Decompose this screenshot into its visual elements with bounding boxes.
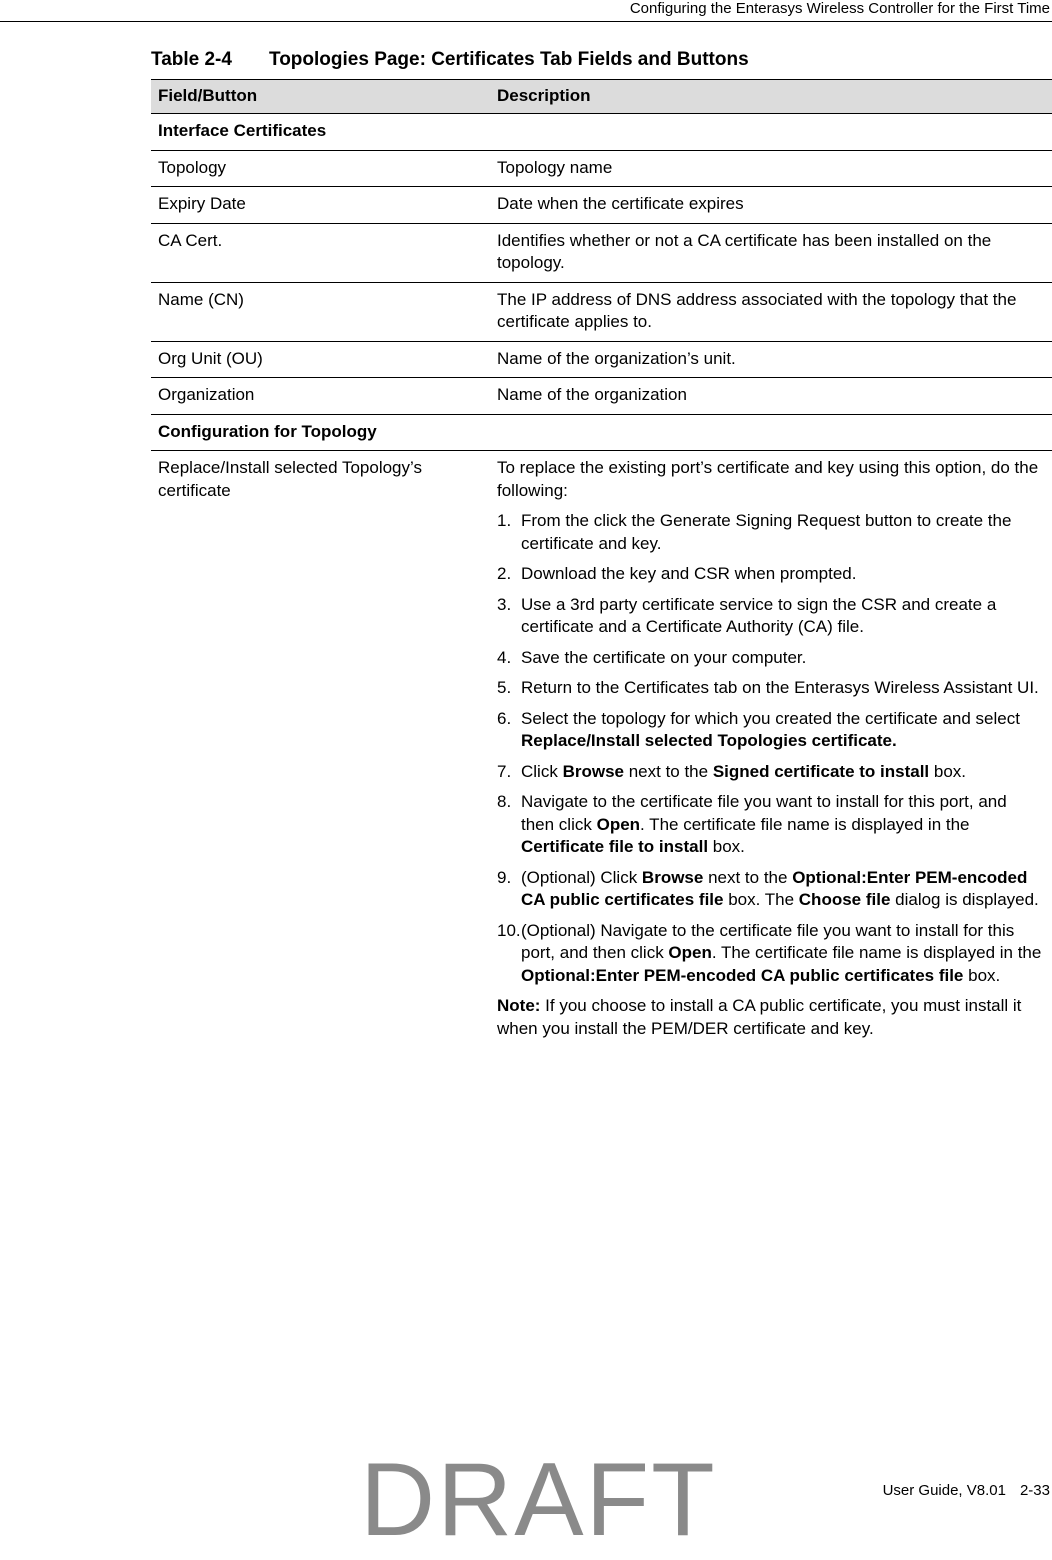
field-cell: Organization xyxy=(158,385,255,404)
column-header-field: Field/Button xyxy=(158,86,258,106)
note: Note: If you choose to install a CA public certificate, you must install it when you install the PEM/DER certificate and key. xyxy=(497,996,1022,1038)
table-row xyxy=(151,378,1052,415)
table-header-row xyxy=(151,79,1052,114)
list-item: 5. Return to the Certificates tab on the Enterasys Wireless Assistant UI. xyxy=(497,678,1039,697)
table-number: Table 2-4 xyxy=(151,49,232,70)
running-header: Configuring the Enterasys Wireless Controller for the First Time xyxy=(629,0,1050,17)
column-header-description: Description xyxy=(497,86,591,106)
section-row-configuration-for-topology xyxy=(151,415,1052,452)
description-cell: Date when the certificate expires xyxy=(497,194,744,213)
footer-guide: User Guide, V8.01 xyxy=(882,1482,1006,1499)
description-cell: The IP address of DNS address associated with the topology that the certificate applies to. xyxy=(497,289,1017,331)
field-cell: CA Cert. xyxy=(158,230,223,250)
description-cell: Name of the organization’s unit. xyxy=(497,348,736,368)
field-cell: Org Unit (OU) xyxy=(158,348,263,368)
header-rule xyxy=(0,21,1052,22)
procedure-steps xyxy=(497,510,1042,987)
table-row-replace-install xyxy=(151,451,1052,1047)
table-row xyxy=(151,151,1052,188)
list-item: 9. (Optional) Click Browse next to the Optional:Enter PEM-encoded CA public certificates file box. The Choose file dialog is displayed. xyxy=(497,867,1039,909)
list-item: 6. Select the topology for which you created the certificate and select Replace/Install selected Topologies certificate. xyxy=(497,708,1020,750)
list-item: 2. Download the key and CSR when prompted. xyxy=(497,564,857,583)
description-cell: Name of the organization xyxy=(497,385,687,404)
page-footer xyxy=(883,1482,1050,1500)
list-item: 10. (Optional) Navigate to the certificate file you want to install for this port, and then click Open. The certificate file name is displayed in the Optional:Enter PEM-encoded CA public certificates file box. xyxy=(497,920,1042,985)
section-title: Interface Certificates xyxy=(158,121,327,140)
description-cell: Identifies whether or not a CA certificate has been installed on the topology. xyxy=(497,230,992,272)
list-item: 1. From the click the Generate Signing Request button to create the certificate and key. xyxy=(497,511,1012,553)
section-title: Configuration for Topology xyxy=(158,421,377,441)
table-row xyxy=(151,283,1052,342)
list-item: 3. Use a 3rd party certificate service to sign the CSR and create a certificate and a Certificate Authority (CA) file. xyxy=(497,594,997,636)
table-row xyxy=(151,187,1052,224)
list-item: 4. Save the certificate on your computer. xyxy=(497,647,807,667)
table-title: Topologies Page: Certificates Tab Fields and Buttons xyxy=(269,49,749,70)
list-item: 7. Click Browse next to the Signed certificate to install box. xyxy=(497,761,967,781)
table-row xyxy=(151,224,1052,283)
field-cell: Topology xyxy=(158,157,227,177)
procedure-intro: To replace the existing port’s certificate and key using this option, do the following: xyxy=(497,458,1039,500)
description-cell: Topology name xyxy=(497,157,613,177)
table-caption xyxy=(151,48,749,72)
draft-watermark: DRAFT xyxy=(360,1442,717,1558)
certificates-table xyxy=(151,79,1052,1047)
field-cell: Replace/Install selected Topology’s certificate xyxy=(158,458,422,500)
field-cell: Name (CN) xyxy=(158,289,244,309)
section-row-interface-certificates xyxy=(151,114,1052,151)
field-cell: Expiry Date xyxy=(158,194,246,213)
table-row xyxy=(151,342,1052,379)
description-cell xyxy=(490,451,1052,1047)
page-number: 2-33 xyxy=(1019,1482,1050,1499)
list-item: 8. Navigate to the certificate file you want to install for this port, and then click Open. The certificate file name is displayed in the Certificate file to install box. xyxy=(497,792,1007,856)
